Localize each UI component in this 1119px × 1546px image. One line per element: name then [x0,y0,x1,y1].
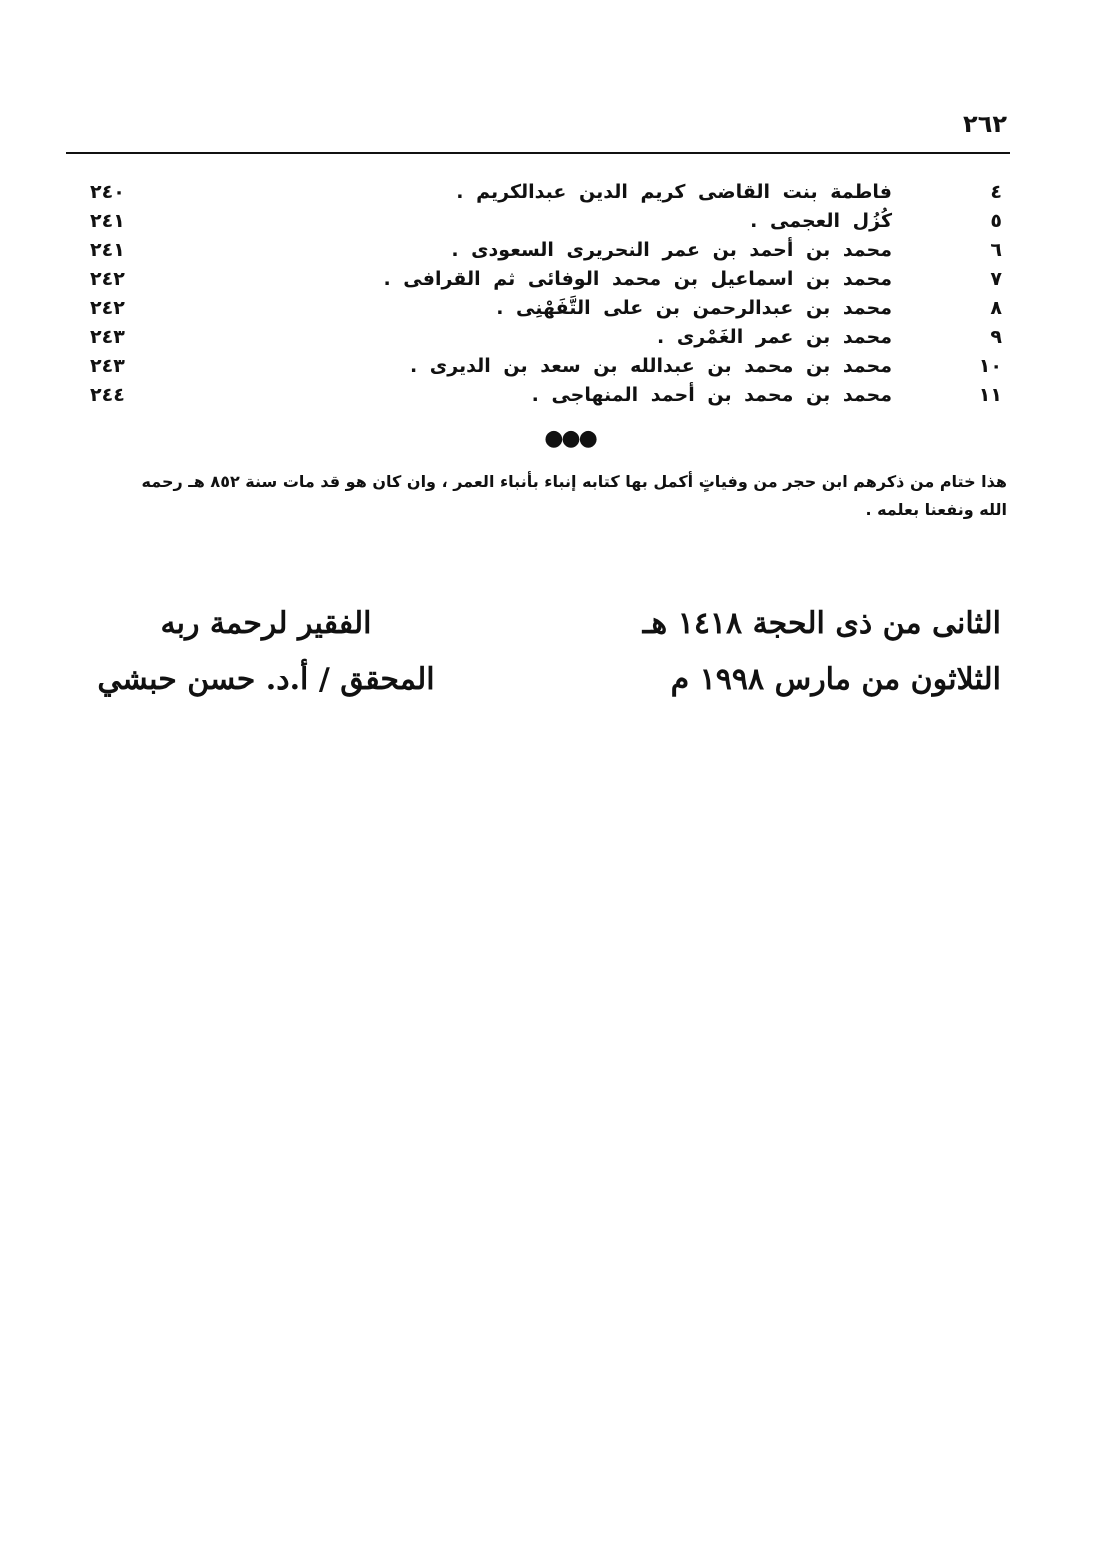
toc-entry-title: فاطمة بنت القاضى كريم الدين عبدالكريم . [456,181,892,203]
toc-entry-page: ٢٤١ [90,239,125,261]
toc-row [90,207,1002,236]
gregorian-date: الثلاثون من مارس ١٩٩٨ م [670,662,1001,697]
closing-note [127,468,1007,524]
toc-entry-title: محمد بن أحمد بن عمر النحريرى السعودى . [451,239,892,261]
toc-entry-page: ٢٤٤ [90,384,125,406]
toc-entry-number: ٥ [990,210,1002,232]
toc-entry-title: كُزُل العجمى . [750,210,892,232]
toc-row [90,294,1002,323]
toc-row [90,236,1002,265]
toc-entry-title: محمد بن اسماعيل بن محمد الوفائى ثم القرافى . [383,268,892,290]
toc-entry-title: محمد بن عمر الغَمْرى . [657,326,892,348]
toc-entry-number: ٤ [990,181,1002,203]
toc-entry-number: ٧ [990,268,1002,290]
signature-block [96,596,436,708]
toc-row [90,323,1002,352]
toc-row [90,265,1002,294]
toc-list [90,178,1002,410]
toc-entry-page: ٢٤٢ [90,297,125,319]
header-rule [66,152,1010,154]
toc-row [90,381,1002,410]
toc-entry-page: ٢٤٠ [90,181,125,203]
signature-author: المحقق / أ.د. حسن حبشي [97,662,435,697]
date-block [581,596,1001,708]
toc-entry-title: محمد بن عبدالرحمن بن على التَّفَهْنِى . [496,297,892,319]
signature-line: الفقير لرحمة ربه [160,606,372,641]
toc-entry-page: ٢٤٢ [90,268,125,290]
toc-entry-page: ٢٤٣ [90,355,125,377]
toc-entry-number: ٦ [990,239,1002,261]
hijri-date: الثانى من ذى الحجة ١٤١٨ هـ [642,606,1001,641]
toc-entry-page: ٢٤١ [90,210,125,232]
page-number: ٢٦٢ [963,110,1007,138]
toc-entry-number: ١١ [978,384,1002,406]
toc-entry-number: ٨ [990,297,1002,319]
toc-entry-number: ١٠ [978,355,1002,377]
closing-note-line: هذا ختام من ذكرهم ابن حجر من وفياتٍ أكمل بها كتابه إنباء بأنباء العمر ، وان كان هو قد مات سنة ٨٥٢ هـ رحمه [141,472,1007,491]
section-separator: ●●● [544,426,596,451]
closing-note-line: الله ونفعنا بعلمه . [865,500,1007,519]
toc-entry-number: ٩ [990,326,1002,348]
toc-row [90,352,1002,381]
toc-row [90,178,1002,207]
toc-entry-title: محمد بن محمد بن أحمد المنهاجى . [531,384,892,406]
toc-entry-title: محمد بن محمد بن عبدالله بن سعد بن الديرى . [409,355,892,377]
toc-entry-page: ٢٤٣ [90,326,125,348]
